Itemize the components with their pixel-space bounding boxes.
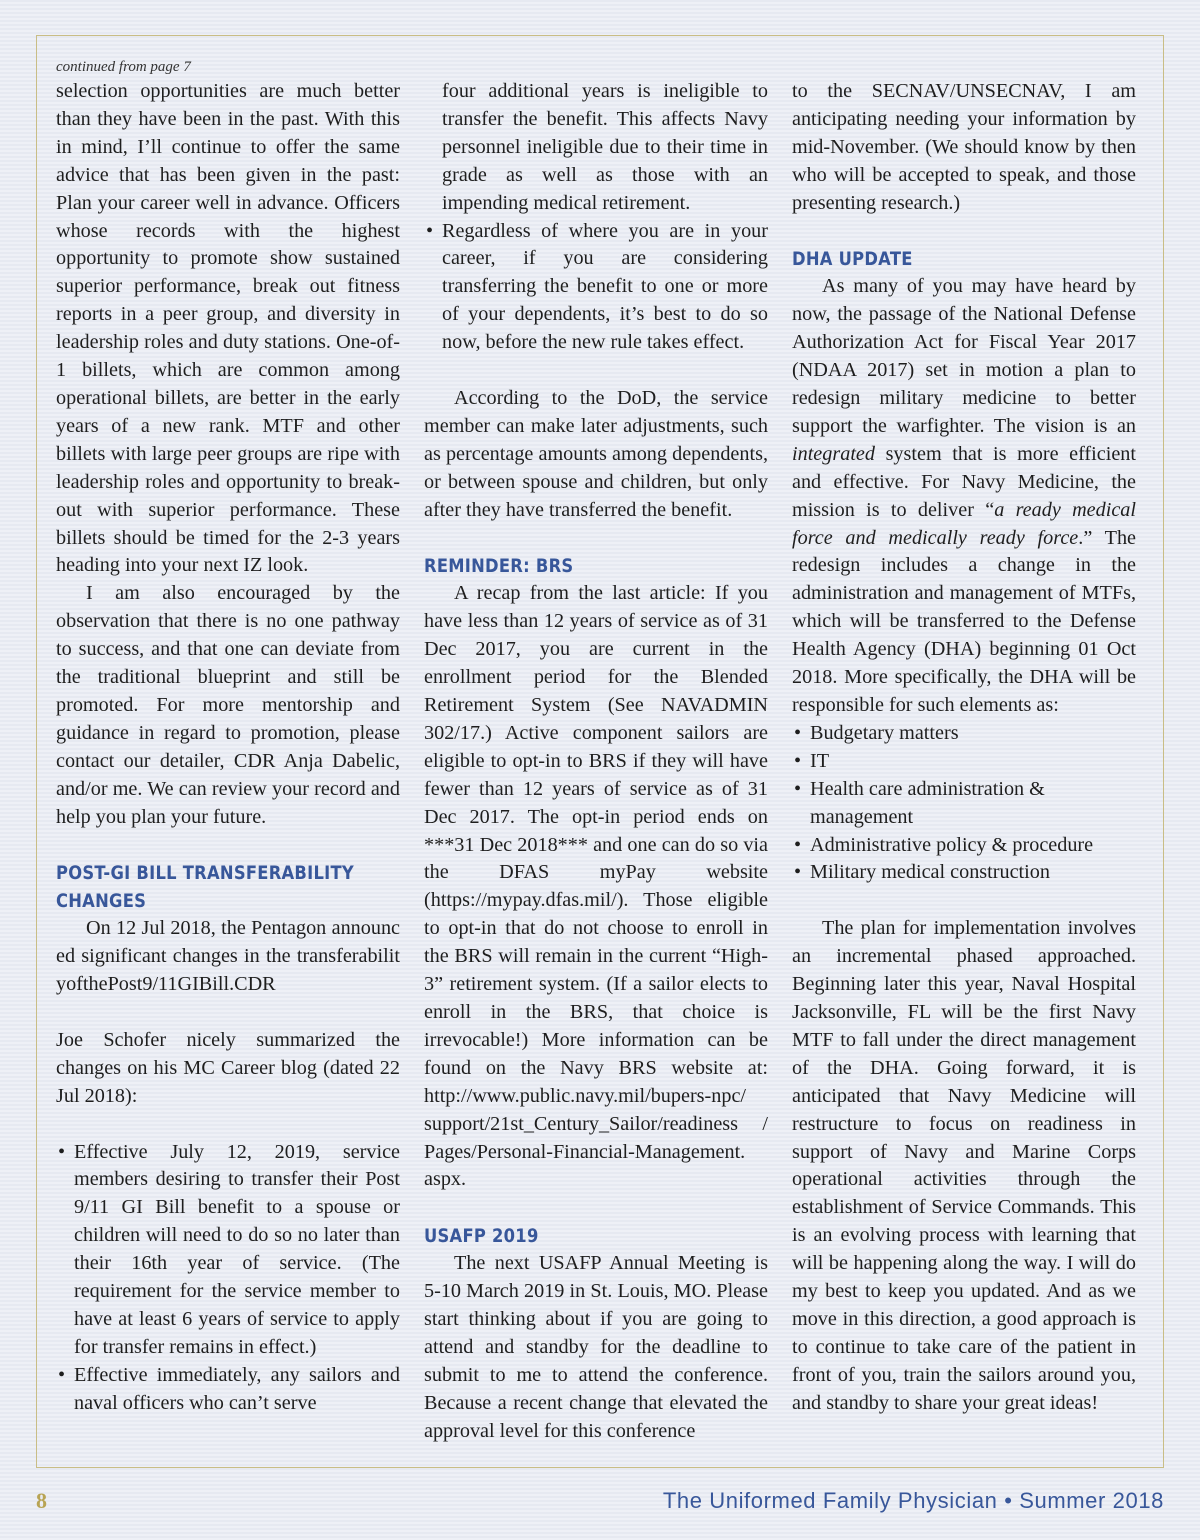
continued-note: continued from page 7: [56, 59, 191, 75]
section-heading-usafp: USAFP 2019: [424, 1225, 539, 1248]
list-item: • Military medical construction: [792, 859, 1136, 887]
paragraph: A recap from the last article: If you have less than 12 years of service as of 31 Dec 2017, you are current in the enrollment period for the Blended Retirement System (See NAVADMIN 302/17.) Active component sailors are eligible to opt-in to BRS if they will have fewer than 12 years of service as of 31 Dec 2017. The opt-in period ends on ***31 Dec 2018*** and one can do so via the DFAS myPay website (https://mypay.dfas.mil/). Those eligible to opt-in that do not choose to enroll in the BRS will remain in the current “High-3” retirement system. (If a sailor elects to enroll in the BRS, that choice is irrevocable!) More information can be found on the Navy BRS website at: http://www.public.navy.mil/bupers-npc/ support/21st_Century_Sailor/readiness / Pages/Personal-Financial-Management. aspx.: [424, 582, 768, 1191]
paragraph: to the SECNAV/UNSECNAV, I am anticipating needing your information by mid-November. (We should know by then who will be accepted to speak, and those presenting research.): [792, 80, 1136, 214]
publication-footer: The Uniformed Family Physician • Summer 2018: [662, 1488, 1164, 1513]
column-3: [792, 78, 1136, 1418]
paragraph: As many of you may have heard by now, the passage of the National Defense Authorization Act for Fiscal Year 2017 (NDAA 2017) set in motion a plan to redesign military medicine to better support the warfighter. The vision is an integrated system that is more efficient and effective. For Navy Medicine, the mission is to deliver “a ready medical force and medically ready force.” The redesign includes a change in the administration and management of MTFs, which will be transferred to the Defense Health Agency (DHA) beginning 01 Oct 2018. More specifically, the DHA will be responsible for such elements as:: [792, 275, 1136, 717]
paragraph: selection opportunities are much better than they have been in the past. With this in mind, I’ll continue to offer the same advice that has been given in the past: Plan your career well in advance. Officers whose records with the highest opportunity to promote show sustained superior performance, break out fitness reports in a peer group, and diversity in leadership roles and duty stations. One-of-1 billets, which are common among operational billets, are better in the early years of a new rank. MTF and other billets with large peer groups are ripe with leadership roles and opportunity to break-out with superior performance. These billets should be timed for the 2-3 years heading into your next IZ look.: [56, 80, 400, 577]
section-heading-brs: REMINDER: BRS: [424, 555, 574, 578]
bullet-list: [424, 218, 768, 358]
list-item: • Regardless of where you are in your career, if you are considering transferring the benefit to one or more of your dependents, it’s best to do so now, before the new rule takes effect.: [424, 218, 768, 358]
paragraph: According to the DoD, the service member can make later adjustments, such as percentage amounts among dependents, or between spouse and children, but only after they have transferred the benefit.: [424, 386, 768, 521]
column-2: [424, 78, 768, 1446]
bullet-list: [56, 1139, 400, 1418]
list-item: • Budgetary matters: [792, 720, 1136, 748]
paragraph: Joe Schofer nicely summarized the changes on his MC Career blog (dated 22 Jul 2018):: [56, 1028, 400, 1107]
paragraph: The next USAFP Annual Meeting is 5-10 March 2019 in St. Louis, MO. Please start thinking about if you are going to attend and standby for the deadline to submit to me to attend the conference. Because a recent change that elevated the approval level for this conference: [424, 1252, 768, 1442]
page-number: 8: [36, 1488, 47, 1513]
paragraph: I am also encouraged by the observation that there is no one pathway to success, and that one can deviate from the traditional blueprint and still be promoted. For more mentorship and guidance in regard to promotion, please contact our detailer, CDR Anja Dabelic, and/or me. We can review your record and help you plan your future.: [56, 582, 400, 828]
bullet-list: [792, 720, 1136, 887]
list-item: • Administrative policy & procedure: [792, 832, 1136, 860]
paragraph: The plan for implementation involves an incremental phased approached. Beginning later this year, Naval Hospital Jacksonville, FL will be the first Navy MTF to fall under the direct management of the DHA. Going forward, it is anticipated that Navy Medicine will restructure to focus on readiness in support of Navy and Marine Corps operational activities through the establishment of Service Commands. This is an evolving process with learning that will be happening along the way. I will do my best to keep you updated. And as we move in this direction, a good approach is to continue to take care of the patient in front of you, train the sailors around you, and standby to share your great ideas!: [792, 917, 1136, 1414]
list-item: • Health care administration & management: [792, 776, 1136, 832]
section-heading-gi-bill: POST-GI BILL TRANSFERABILITY CHANGES: [56, 862, 354, 913]
list-item: • Effective July 12, 2019, service members desiring to transfer their Post 9/11 GI Bill benefit to a spouse or children will need to do so no later than their 16th year of service. (The requirement for the service member to have at least 6 years of service to apply for transfer remains in effect.): [56, 1139, 400, 1362]
section-heading-dha: DHA UPDATE: [792, 248, 913, 271]
column-1: [56, 78, 400, 1418]
paragraph: On 12 Jul 2018, the Pentagon announced significant changes in the transferabilityofthePost9/11GIBill.CDR: [56, 917, 400, 996]
list-item: • IT: [792, 748, 1136, 776]
list-item-continued: four additional years is ineligible to transfer the benefit. This affects Navy personnel ineligible due to their time in grade as well as those with an impending medical retirement.: [442, 80, 768, 214]
list-item: • Effective immediately, any sailors and naval officers who can’t serve: [56, 1362, 400, 1418]
